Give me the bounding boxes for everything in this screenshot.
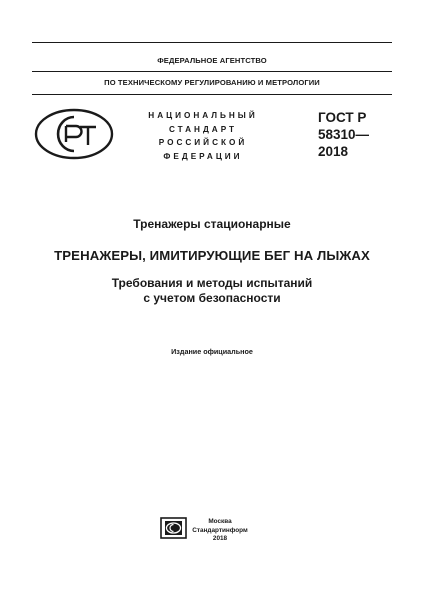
middle-rule — [32, 71, 392, 72]
edition-label: Издание официальное — [171, 347, 253, 356]
designation-line-3: 2018 — [318, 144, 349, 159]
gost-r-certification-logo-icon — [34, 108, 114, 160]
title-main: ТРЕНАЖЕРЫ, ИМИТИРУЮЩИЕ БЕГ НА ЛЫЖАХ — [54, 248, 370, 263]
standartinform-logo-icon — [160, 517, 187, 539]
natstd-line-4: ФЕДЕРАЦИИ — [163, 151, 243, 161]
standard-designation — [318, 109, 369, 160]
title-subtitle — [20, 276, 404, 306]
top-rule — [32, 42, 392, 43]
designation-line-2: 58310— — [318, 127, 370, 142]
agency-line-1: ФЕДЕРАЛЬНОЕ АГЕНТСТВО — [157, 56, 267, 65]
publisher-year: 2018 — [212, 535, 228, 542]
publisher-imprint — [192, 518, 248, 544]
national-standard-label — [128, 109, 278, 163]
agency-line-2: ПО ТЕХНИЧЕСКОМУ РЕГУЛИРОВАНИЮ И МЕТРОЛОГИИ — [104, 78, 320, 87]
natstd-line-1: НАЦИОНАЛЬНЫЙ — [148, 111, 258, 120]
subtitle-line-1: Требования и методы испытаний — [111, 276, 313, 290]
publisher-city: Москва — [208, 518, 232, 525]
publisher-name: Стандартинформ — [192, 526, 248, 534]
subtitle-line-2: с учетом безопасности — [143, 291, 281, 305]
natstd-line-2: СТАНДАРТ — [168, 124, 238, 134]
bottom-rule — [32, 94, 392, 95]
designation-line-1: ГОСТ Р — [318, 110, 367, 125]
natstd-line-3: РОССИЙСКОЙ — [158, 138, 248, 147]
title-category: Тренажеры стационарные — [133, 217, 291, 231]
